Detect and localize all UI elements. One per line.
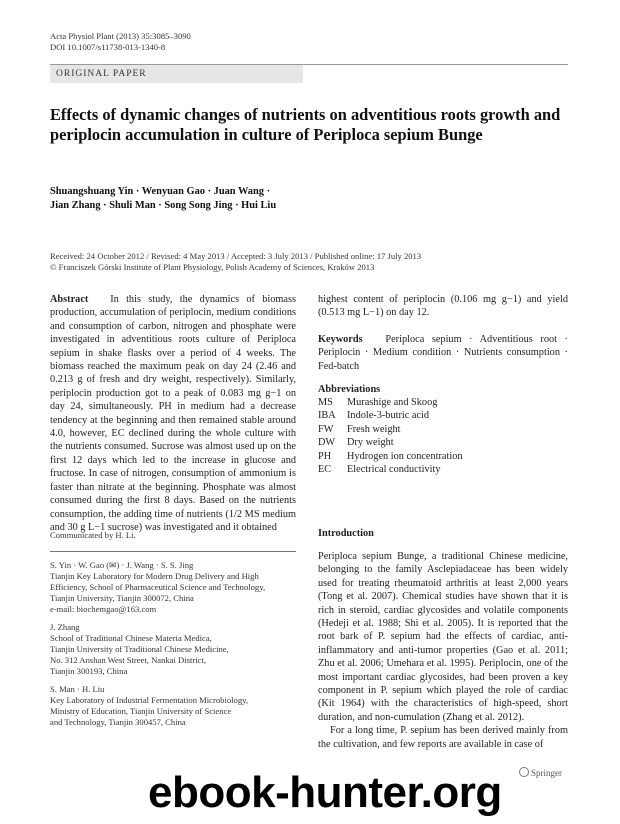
abbr-key: PH (318, 450, 332, 462)
abbreviation-row (318, 396, 568, 409)
affiliation-line: Ministry of Education, Tianjin University of Science (50, 706, 232, 716)
intro-paragraph-2: For a long time, P. sepium has been derived mainly from the cultivation, and few reports are available in case of (318, 725, 568, 750)
abbr-key: DW (318, 437, 336, 449)
journal-header (50, 31, 191, 53)
watermark: ebook-hunter.org (148, 768, 502, 817)
authors-line-2: Jian Zhang · Shuli Man · Song Song Jing · Hui Liu (50, 200, 277, 211)
abbr-key: MS (318, 397, 333, 408)
affiliation-line: School of Traditional Chinese Materia Medica, (50, 633, 212, 643)
affiliation-line: Key Laboratory of Industrial Fermentation Microbiology, (50, 695, 249, 705)
abbr-value: Murashige and Skoog (347, 397, 438, 408)
affiliation-line: S. Yin · W. Gao (✉) · J. Wang · S. S. Jing (50, 560, 194, 570)
keywords-text: Periploca sepium · Adventitious root · Periplocin · Medium condition · Nutrients consumption · Fed-batch (318, 334, 568, 372)
affiliation-3 (50, 684, 296, 728)
keywords-label: Keywords (318, 334, 363, 345)
copyright-line: © Franciszek Górski Institute of Plant Physiology, Polish Academy of Sciences, Kraków 2013 (50, 262, 375, 272)
affiliation-2 (50, 622, 296, 677)
keywords (318, 333, 568, 373)
abbreviations-list (318, 396, 568, 476)
abbreviation-row (318, 423, 568, 436)
publisher-logo (519, 767, 562, 778)
affiliation-line: Tianjin 300193, China (50, 666, 128, 676)
abbr-value: Hydrogen ion concentration (347, 450, 463, 462)
affiliation-line: and Technology, Tianjin 300457, China (50, 717, 186, 727)
affiliation-line: S. Man · H. Liu (50, 684, 105, 694)
doi: DOI 10.1007/s11738-013-1340-8 (50, 42, 166, 52)
abbr-key: IBA (318, 410, 336, 422)
abbr-value: Dry weight (347, 437, 394, 449)
abbr-key: EC (318, 464, 332, 476)
abbr-value: Fresh weight (347, 423, 401, 435)
introduction-body (318, 550, 568, 751)
abstract-text: In this study, the dynamics of biomass production, accumulation of periplocin, medium conditions and consumption of carbon, nitrogen and phosphate were investigated in adventitious roots culture of Periploca sepium in shake flasks over a period of 4 weeks. The biomass reached the maximum peak on day 24 (2.46 and 0.213 g of fresh and dry weight, respectively). Similarly, periplocin production got to a peak of 0.083 mg g−1 on day 24, simultaneously. PH in medium had a decrease tendency at the beginning and then remained stable around 4.0, however, EC declined during the whole culture with the nutrients consumed. Sucrose was almost used up on the first 12 days which led to the increase in glucose and fructose. In case of nitrogen, consumption of ammonium is faster than nitrate at the beginning. Phosphate was almost consumed during the first 8 days. Based on the nutrients consumption, the adding time of nutrients (1/2 MS medium and 30 g L−1 sucrose) was investigated and it obtained (50, 294, 296, 533)
abbreviation-row (318, 436, 568, 449)
publisher-name: Springer (531, 768, 562, 778)
abbreviations-heading: Abbreviations (318, 384, 381, 395)
intro-paragraph-1: Periploca sepium Bunge, a traditional Chinese medicine, belonging to the family Asclepiadaceae has been widely used for treating rheumatoid arthritis at least 2,000 years (Tong et al. 2007). Chemical studies have shown that it is rich in steroid, cardiac glycosides and volatile components (Hedeji et al. 1988; Shi et al. 2005). It is reported that the root bark of P. sepium had the effects of cardiac, anti-inflammatory and anti-tumor properties (Gao et al. 2011; Zhu et al. 2006; Umehara et al. 1995). Periplocin, one of the most important cardiac glycosides, had been proven a key component in P. sepium which played the role of cardiac (Kit 1964) with the characteristics of high-speed, short duration, and non-cumulation (Zhang et al. 2012). (318, 551, 568, 723)
dates-line: Received: 24 October 2012 / Revised: 4 May 2013 / Accepted: 3 July 2013 / Published online: 17 July 2013 (50, 251, 422, 261)
authors (50, 185, 570, 213)
abstract-continued: highest content of periplocin (0.106 mg g−1) and yield (0.513 mg L−1) on day 12. (318, 294, 568, 319)
publication-dates (50, 251, 570, 273)
section-band (50, 64, 568, 83)
abbr-value: Indole-3-butric acid (347, 410, 430, 422)
journal-citation: Acta Physiol Plant (2013) 35:3085–3090 (50, 31, 191, 41)
communicated-by: Communicated by H. Li. (50, 530, 136, 540)
abbr-key: FW (318, 423, 334, 435)
affiliation-line: No. 312 Anshan West Street, Nankai District, (50, 655, 206, 665)
footnote-divider (50, 551, 296, 552)
affiliation-line: Tianjin Key Laboratory for Modern Drug Delivery and High (50, 571, 259, 581)
affiliation-line: Tianjin University of Traditional Chinese Medicine, (50, 644, 229, 654)
abbr-value: Electrical conductivity (347, 464, 441, 476)
affiliation-1 (50, 560, 296, 615)
email-line[interactable]: e-mail: biochemgao@163.com (50, 604, 157, 614)
introduction-heading: Introduction (318, 528, 374, 539)
paper-title: Effects of dynamic changes of nutrients on adventitious roots growth and periplocin accumulation in culture of Periploca sepium Bunge (50, 105, 561, 144)
abbreviation-row (318, 409, 568, 422)
section-label: ORIGINAL PAPER (50, 65, 303, 83)
abbreviation-row (318, 463, 568, 476)
affiliation-line: Efficiency, School of Pharmaceutical Science and Technology, (50, 582, 266, 592)
authors-line-1: Shuangshuang Yin · Wenyuan Gao · Juan Wang · (50, 186, 271, 197)
abstract (50, 293, 296, 534)
springer-horse-icon (519, 767, 529, 777)
affiliation-line: Tianjin University, Tianjin 300072, China (50, 593, 194, 603)
affiliation-line: J. Zhang (50, 622, 80, 632)
abbreviation-row (318, 450, 568, 463)
abstract-label: Abstract (50, 294, 89, 305)
